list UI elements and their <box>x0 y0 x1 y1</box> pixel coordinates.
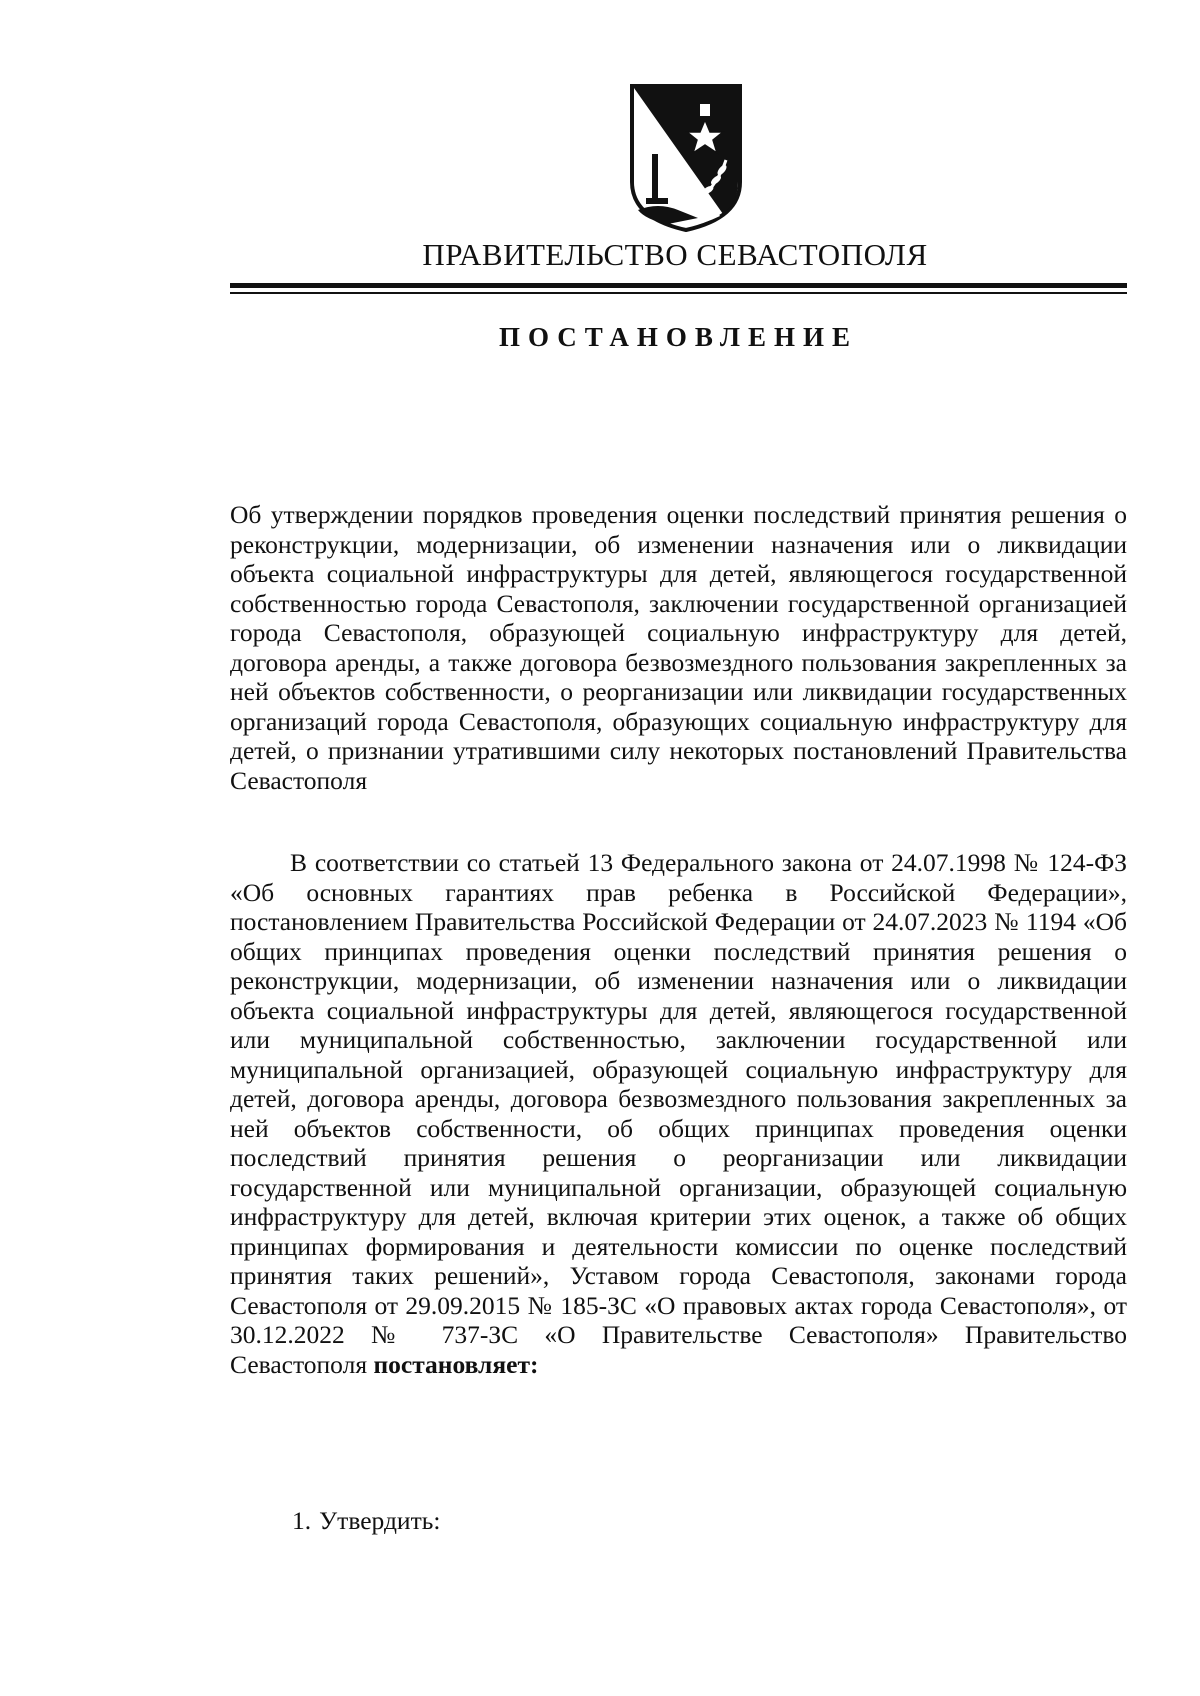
document-subject: Об утверждении порядков проведения оценки последствий принятия решения о реконструкции, модернизации, об изменении назначения или о ликвидации объекта социальной инфраструктуры для детей, являющегося государственной собственностью города Севастополя, заключении государственной организацией города Севастополя, образующей социальную инфраструктуру для детей, договора аренды, а также договора безвозмездного пользования закрепленных за ней объектов собственности, о реорганизации или ликвидации государственных организаций города Севастополя, образующих социальную инфраструктуру для детей, о признании утратившими силу некоторых постановлений Правительства Севастополя <box>230 500 1127 795</box>
header-rule-thin <box>230 292 1127 294</box>
resolution-item-text: Утвердить: <box>319 1506 441 1535</box>
header-rule-thick <box>230 283 1127 288</box>
document-preamble <box>230 848 1127 1379</box>
preamble-text: В соответствии со статьей 13 Федерального закона от 24.07.1998 № 124-ФЗ «Об основных гарантиях прав ребенка в Российской Федерации», постановлением Правительства Российской Федерации от 24.07.2023 № 1194 «Об общих принципах проведения оценки последствий принятия решения о реконструкции, модернизации, об изменении назначения или о ликвидации объекта социальной инфраструктуры для детей, являющегося государственной или муниципальной собственностью, заключении государственной или муниципальной организацией, образующей социальную инфраструктуру для детей, договора аренды, договора безвозмездного пользования закрепленных за ней объектов собственности, об общих принципах проведения оценки последствий принятия решения о реорганизации или ликвидации государственной или муниципальной организации, образующей социальную инфраструктуру для детей, включая критерии этих оценок, а также об общих принципах формирования и деятельности комиссии по оценке последствий принятия таких решений», Уставом города Севастополя, законами города Севастополя от 29.09.2015 № 185-ЗС «О правовых актах города Севастополя», от 30.12.2022 № 737-ЗС «О Правительстве Севастополя» Правительство Севастополя <box>230 848 1127 1379</box>
coat-of-arms-icon <box>628 82 744 232</box>
resolves-word: постановляет: <box>373 1349 539 1379</box>
government-name: ПРАВИТЕЛЬСТВО СЕВАСТОПОЛЯ <box>422 237 928 272</box>
resolution-item-number: 1. <box>292 1506 312 1535</box>
document-type-title: ПОСТАНОВЛЕНИЕ <box>498 322 859 352</box>
resolution-item <box>292 1505 440 1537</box>
